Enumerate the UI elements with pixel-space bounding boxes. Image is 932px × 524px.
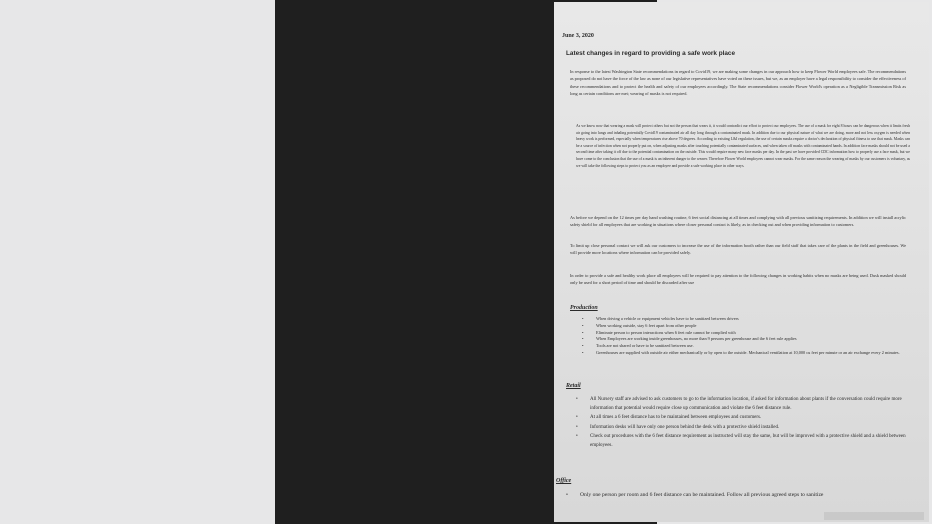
- list-item: • When driving a vehicle or equipment vehicles have to be sanitized between drivers: [582, 316, 908, 323]
- page-smudge: [824, 512, 924, 520]
- paragraph-intro: In response to the latest Washington State recommendations in regard to Covid19, we are making some changes in our approach how to keep Flower World employees safe. The recommendations as proposed do not have the force of the law as none of our legislative representatives have voted on these issues, but we, as an employer have a legal responsibility to consider the effectiveness of these recommendations and to protect the health and safety of our employees accordingly. The State recommendations consider Flower World's operation as a Negligible Transmission Risk as long as certain conditions are met; wearing of masks is not required.: [570, 69, 906, 96]
- document-date: June 3, 2020: [562, 33, 594, 39]
- section-heading-office: Office: [556, 478, 572, 484]
- list-item: • Eliminate person to person interactions when 6 feet rule cannot be complied with: [582, 330, 908, 337]
- list-item: • Tools are not shared or have to be sanitized between use.: [582, 343, 908, 350]
- paragraph-masks: As we know now that wearing a mask will protect others but not the person that wears it, it would contradict our effort to protect our employees. The use of a mask for eight 8 hours can be dangerous when it limits fresh air going into lungs and inhaling potentially Covid19 contaminated air all day long through a contaminated mask. In addition due to our physical nature of what we are doing, more and not less oxygen is needed when heavy work is performed, especially when temperatures rise above 70 degrees. According to existing L&I regulation, the use of certain masks require a doctor's declaration of physical fitness to use that mask. Masks can be a source of infection when not properly put on, when adjusting masks after touching potentially contaminated surfaces, and when taken off masks with contaminated hands. In addition face masks should not be used a second time after taking it off due to the potential contamination on the outside. This would require many new face masks per day. In the past we have provided CDC information how to properly use a face mask, but we have come to the conclusion that the use of a mask is an inherent danger to the wearer. Therefore Flower World employees cannot wear masks. For the same reason the wearing of masks by our customers is voluntary, as we will take the following steps to protect you as an employee and provide a safe working place in other ways.: [576, 124, 910, 168]
- document-photo: [275, 0, 910, 524]
- list-item: • Only one person per room and 6 feet distance can be maintained. Follow all previous agreed steps to sanitize: [566, 491, 926, 500]
- document-title: Latest changes in regard to providing a safe work place: [566, 50, 736, 57]
- section-heading-retail: Retail: [566, 383, 581, 389]
- background-left: [0, 0, 275, 524]
- paragraph-contact: To limit up close personal contact we will ask our customers to increase the use of the information booth rather than our field staff that takes care of the plants in the field and greenhouses. We will provide more locations where information can be provided safely.: [570, 243, 906, 256]
- production-list: [582, 316, 908, 357]
- list-item: • Greenhouses are supplied with outside air either mechanically or by open to the outside. Mechanical ventilation at 10,000 cu feet per minute or an air exchange every 2 minutes.: [582, 350, 908, 357]
- list-item: • At all times a 6 feet distance has to be maintained between employees and customers.: [576, 413, 916, 422]
- paragraph-work-habits: In order to provide a safe and healthy work place all employees will be required to pay attention to the following changes in working habits when no masks are being used. Dusk masked should only be used for a short period of time and should be discarded after use: [570, 273, 906, 286]
- list-item: • Information desks will have only one person behind the desk with a protective shield installed.: [576, 423, 916, 432]
- office-list: [566, 491, 926, 500]
- list-item: • Check out procedures with the 6 feet distance requirement as instructed will stay the same, but will be improved with a protective shield and a shield between employees.: [576, 432, 916, 450]
- list-item: • When working outside, stay 6 feet apart from other people: [582, 323, 908, 330]
- document-page: [554, 2, 929, 522]
- paragraph-hand-washing: As before we depend on the 12 times per day hand washing routine, 6 feet social distancing at all times and complying with all previous sanitizing requirements. In addition we will install acrylic safety shield for all employees that are working in situations where closer personal contact is likely, as in checking out and when providing information to customers.: [570, 215, 906, 228]
- retail-list: [576, 395, 916, 450]
- list-item: • All Nursery staff are advised to ask customers to go to the information location, if asked for information about plants if the conversation could require more information that potential would require close up communication and violate the 6 feet distance rule.: [576, 395, 916, 413]
- list-item: • When Employees are working inside greenhouses, no more than 9 persons per greenhouse and the 6 feet rule applies: [582, 336, 908, 343]
- section-heading-production: Production: [570, 305, 598, 311]
